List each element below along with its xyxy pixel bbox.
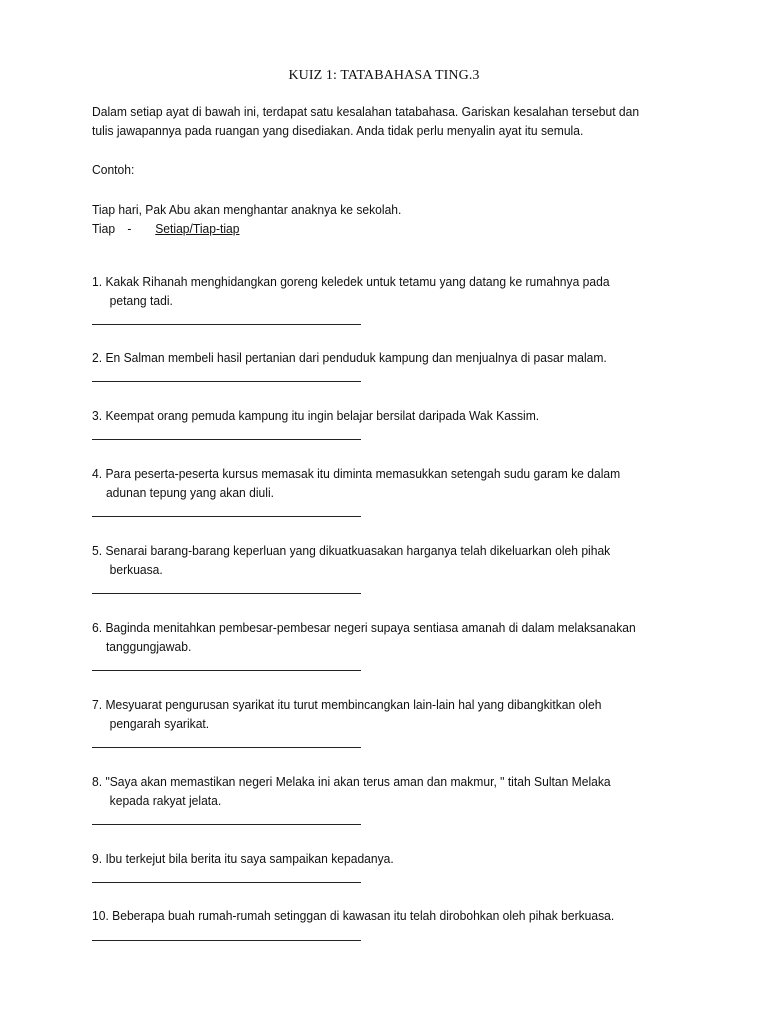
answer-line-6[interactable] <box>92 670 361 671</box>
question-2 <box>92 348 650 367</box>
instructions-line-1: Dalam setiap ayat di bawah ini, terdapat satu kesalahan tatabahasa. Gariskan kesalahan tersebut dan <box>92 104 640 119</box>
question-3 <box>92 406 650 425</box>
example-answer: Setiap/Tiap-tiap <box>155 221 240 236</box>
question-text-line-2: petang tadi. <box>109 293 173 308</box>
example-heading <box>92 160 650 179</box>
question-5 <box>92 541 650 579</box>
instructions <box>92 102 650 140</box>
question-9 <box>92 849 650 868</box>
question-text-line-1: 2. En Salman membeli hasil pertanian dari penduduk kampung dan menjualnya di pasar malam. <box>92 350 607 365</box>
question-7 <box>92 695 650 733</box>
page-title: KUIZ 1: TATABAHASA TING.3 <box>288 68 480 83</box>
question-8 <box>92 772 650 810</box>
answer-line-7[interactable] <box>92 747 361 748</box>
answer-line-10[interactable] <box>92 940 361 941</box>
question-text-line-1: 9. Ibu terkejut bila berita itu saya sampaikan kepadanya. <box>92 851 394 866</box>
answer-line-3[interactable] <box>92 439 361 440</box>
question-text-line-2: kepada rakyat jelata. <box>109 793 222 808</box>
example-sentence: Tiap hari, Pak Abu akan menghantar anaknya ke sekolah. <box>92 202 402 217</box>
question-text-line-1: 1. Kakak Rihanah menghidangkan goreng keledek untuk tetamu yang datang ke rumahnya pada <box>92 274 610 289</box>
question-text-line-1: 3. Keempat orang pemuda kampung itu ingin belajar bersilat daripada Wak Kassim. <box>92 408 540 423</box>
question-6 <box>92 618 650 656</box>
question-text-line-2: tanggungjawab. <box>105 639 192 654</box>
question-1 <box>92 272 650 310</box>
answer-line-8[interactable] <box>92 824 361 825</box>
answer-line-1[interactable] <box>92 324 361 325</box>
example-answer-row <box>92 219 650 238</box>
question-text-line-2: adunan tepung yang akan diuli. <box>105 485 275 500</box>
example-dash: - <box>127 221 132 236</box>
example-heading-text: Contoh: <box>92 162 135 177</box>
question-text-line-1: 7. Mesyuarat pengurusan syarikat itu turut membincangkan lain-lain hal yang dibangkitkan oleh <box>92 697 602 712</box>
answer-line-9[interactable] <box>92 882 361 883</box>
question-text-line-2: berkuasa. <box>109 562 163 577</box>
question-4 <box>92 464 650 502</box>
question-text-line-1: 4. Para peserta-peserta kursus memasak itu diminta memasukkan setengah sudu garam ke dalam <box>92 466 621 481</box>
question-text-line-1: 5. Senarai barang-barang keperluan yang dikuatkuasakan harganya telah dikeluarkan oleh pihak <box>92 543 611 558</box>
example-block <box>92 200 650 238</box>
question-10 <box>92 906 650 925</box>
answer-line-2[interactable] <box>92 381 361 382</box>
answer-line-4[interactable] <box>92 516 361 517</box>
example-error-word: Tiap <box>92 221 116 236</box>
question-text-line-1: 10. Beberapa buah rumah-rumah setinggan di kawasan itu telah dirobohkan oleh pihak berkuasa. <box>92 908 615 923</box>
answer-line-5[interactable] <box>92 593 361 594</box>
instructions-line-2: tulis jawapannya pada ruangan yang disediakan. Anda tidak perlu menyalin ayat itu semula. <box>92 123 584 138</box>
question-text-line-1: 8. "Saya akan memastikan negeri Melaka ini akan terus aman dan makmur, " titah Sultan Melaka <box>92 774 611 789</box>
question-text-line-2: pengarah syarikat. <box>109 716 210 731</box>
question-text-line-1: 6. Baginda menitahkan pembesar-pembesar negeri supaya sentiasa amanah di dalam melaksanakan <box>92 620 636 635</box>
